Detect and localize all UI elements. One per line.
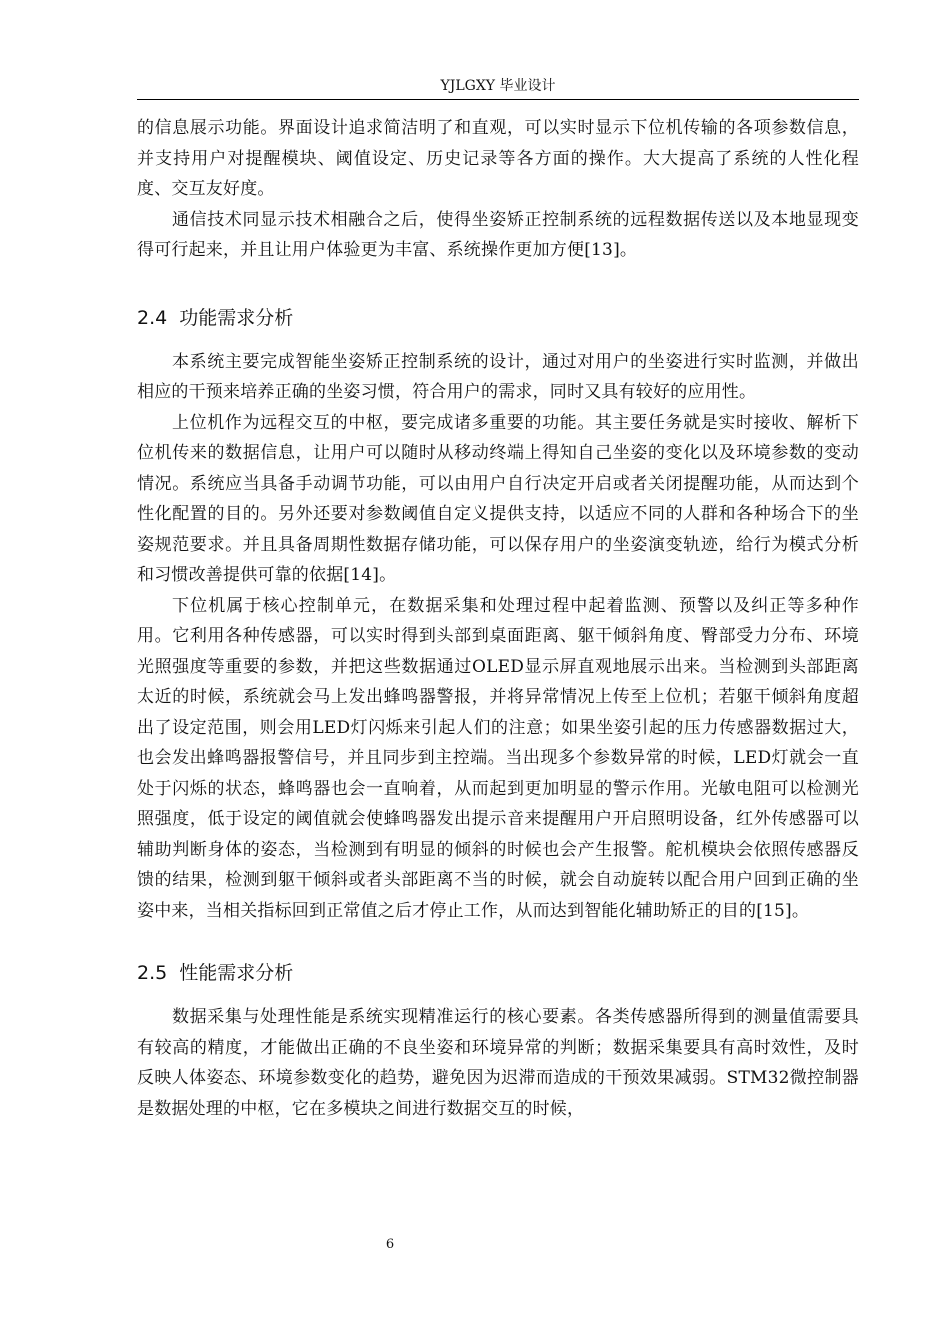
section-title: 功能需求分析 [179,306,294,329]
section-title: 性能需求分析 [179,962,294,984]
document-body [137,113,859,1124]
paragraph-performance: 数据采集与处理性能是系统实现精准运行的核心要素。各类传感器所得到的测量值需要具有较高的精度，才能做出正确的不良坐姿和环境异常的判断；数据采集要具有高时效性，及时反映人体姿态、环境参数变化的趋势，避免因为迟滞而造成的干预效果减弱。STM32微控制器是数据处理的中枢，它在多模块之间进行数据交互的时候， [137,1007,859,1119]
page-number: 6 [385,1237,395,1252]
section-heading-2-5 [137,958,859,988]
paragraph-system-overview: 本系统主要完成智能坐姿矫正控制系统的设计，通过对用户的坐姿进行实时监测，并做出相应的干预来培养正确的坐姿习惯，符合用户的需求，同时又具有较好的应用性。 [137,351,859,402]
page-header: YJLGXY 毕业设计 [440,78,556,94]
paragraph-host-computer: 上位机作为远程交互的中枢，要完成诸多重要的功能。其主要任务就是实时接收、解析下位机传来的数据信息，让用户可以随时从移动终端上得知自己坐姿的变化以及环境参数的变动情况。系统应当具备手动调节功能，可以由用户自行决定开启或者关闭提醒功能，从而达到个性化配置的目的。另外还要对参数阈值自定义提供支持，以适应不同的人群和各种场合下的坐姿规范要求。并且具备周期性数据存储功能，可以保存用户的坐姿演变轨迹，给行为模式分析和习惯改善提供可靠的依据[14]。 [137,412,859,585]
paragraph-communication: 通信技术同显示技术相融合之后，使得坐姿矫正控制系统的远程数据传送以及本地显现变得可行起来，并且让用户体验更为丰富、系统操作更加方便[13]。 [137,209,859,260]
paragraph-lower-computer: 下位机属于核心控制单元，在数据采集和处理过程中起着监测、预警以及纠正等多种作用。它利用各种传感器，可以实时得到头部到桌面距离、躯干倾斜角度、臀部受力分布、环境光照强度等重要的参数，并把这些数据通过OLED显示屏直观地展示出来。当检测到头部距离太近的时候，系统就会马上发出蜂鸣器警报，并将异常情况上传至上位机；若躯干倾斜角度超出了设定范围，则会用LED灯闪烁来引起人们的注意；如果坐姿引起的压力传感器数据过大，也会发出蜂鸣器报警信号，并且同步到主控端。当出现多个参数异常的时候，LED灯就会一直处于闪烁的状态，蜂鸣器也会一直响着，从而起到更加明显的警示作用。光敏电阻可以检测光照强度，低于设定的阈值就会使蜂鸣器发出提示音来提醒用户开启照明设备，红外传感器可以辅助判断身体的姿态，当检测到有明显的倾斜的时候也会产生报警。舵机模块会依照传感器反馈的结果，检测到躯干倾斜或者头部距离不当的时候，就会自动旋转以配合用户回到正确的坐姿中来，当相关指标回到正常值之后才停止工作，从而达到智能化辅助矫正的目的[15]。 [137,595,859,921]
paragraph-continuation: 的信息展示功能。界面设计追求简洁明了和直观，可以实时显示下位机传输的各项参数信息，并支持用户对提醒模块、阈值设定、历史记录等各方面的操作。大大提高了系统的人性化程度、交互友好度。 [137,118,859,199]
header-rule [137,99,859,100]
section-number: 2.4 [137,306,168,329]
section-number: 2.5 [137,962,168,984]
section-heading-2-4 [137,303,859,333]
